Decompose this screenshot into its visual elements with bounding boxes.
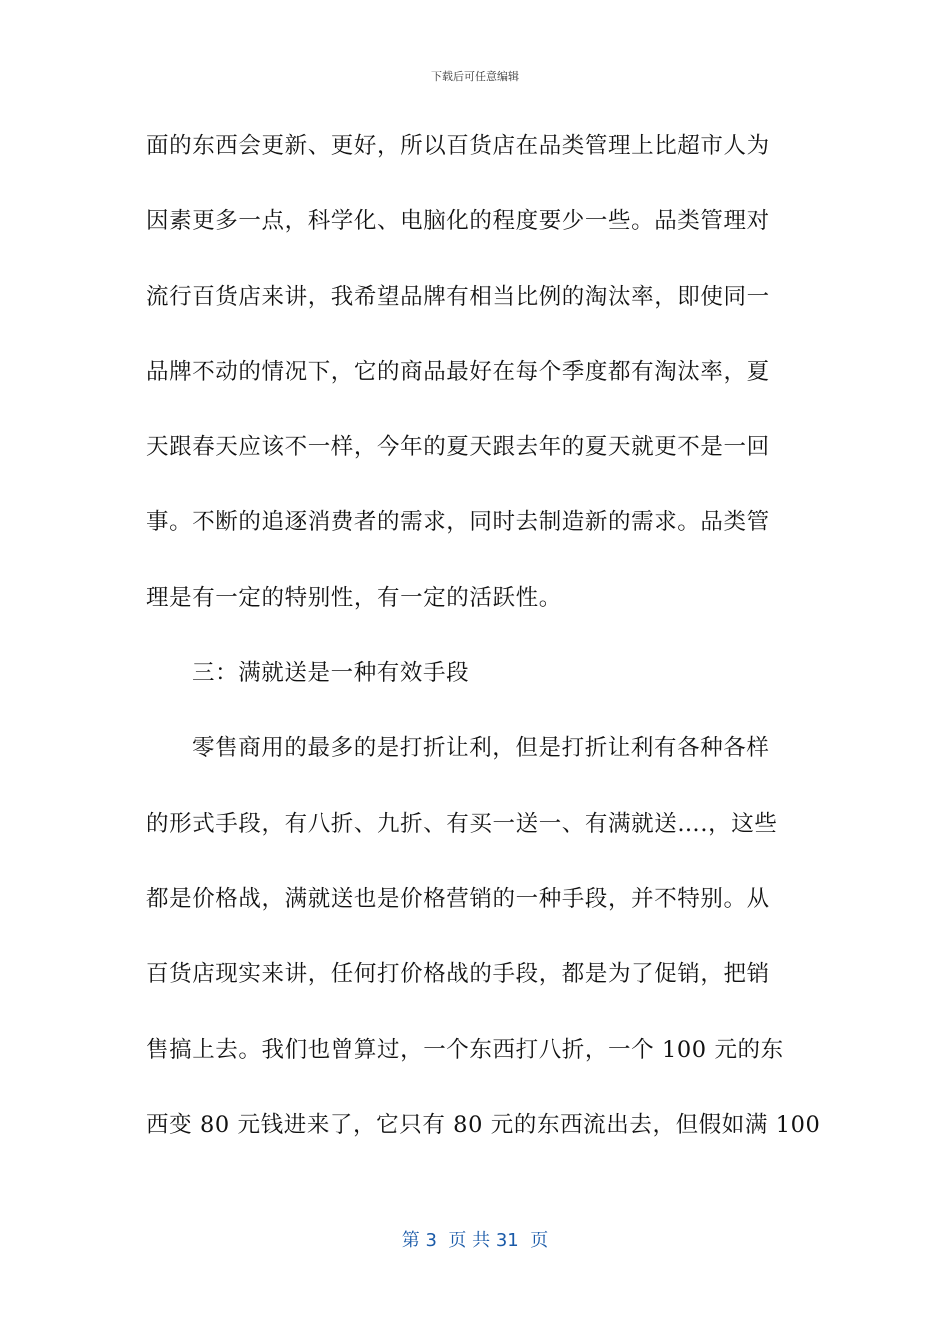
body-line: 都是价格战，满就送也是价格营销的一种手段，并不特别。从 — [146, 885, 770, 912]
body-line: 西变 80 元钱进来了，它只有 80 元的东西流出去，但假如满 100 — [146, 1111, 821, 1138]
body-line: 理是有一定的特别性，有一定的活跃性。 — [146, 584, 562, 611]
body-line: 因素更多一点，科学化、电脑化的程度要少一些。品类管理对 — [146, 208, 770, 235]
body-line: 天跟春天应该不一样，今年的夏天跟去年的夏天就更不是一回 — [146, 434, 770, 461]
body-line: 事。不断的追逐消费者的需求，同时去制造新的需求。品类管 — [146, 509, 770, 536]
page-number-footer: 第 3 页 共 31 页 — [401, 1230, 549, 1251]
page-header: 下载后可任意编辑 — [431, 70, 519, 83]
body-line: 面的东西会更新、更好，所以百货店在品类管理上比超市人为 — [146, 133, 770, 159]
body-line: 品牌不动的情况下，它的商品最好在每个季度都有淘汰率，夏 — [146, 358, 770, 385]
body-line: 售搞上去。我们也曾算过，一个东西打八折，一个 100 元的东 — [146, 1036, 784, 1063]
document-body — [146, 120, 821, 1174]
body-line: 零售商用的最多的是打折让利，但是打折让利有各种各样 — [192, 735, 770, 762]
section-heading: 三：满就送是一种有效手段 — [192, 660, 470, 687]
body-line: 流行百货店来讲，我希望品牌有相当比例的淘汰率，即使同一 — [146, 283, 770, 310]
body-line: 百货店现实来讲，任何打价格战的手段，都是为了促销，把销 — [146, 961, 770, 988]
body-line: 的形式手段，有八折、九折、有买一送一、有满就送….，这些 — [146, 810, 778, 837]
